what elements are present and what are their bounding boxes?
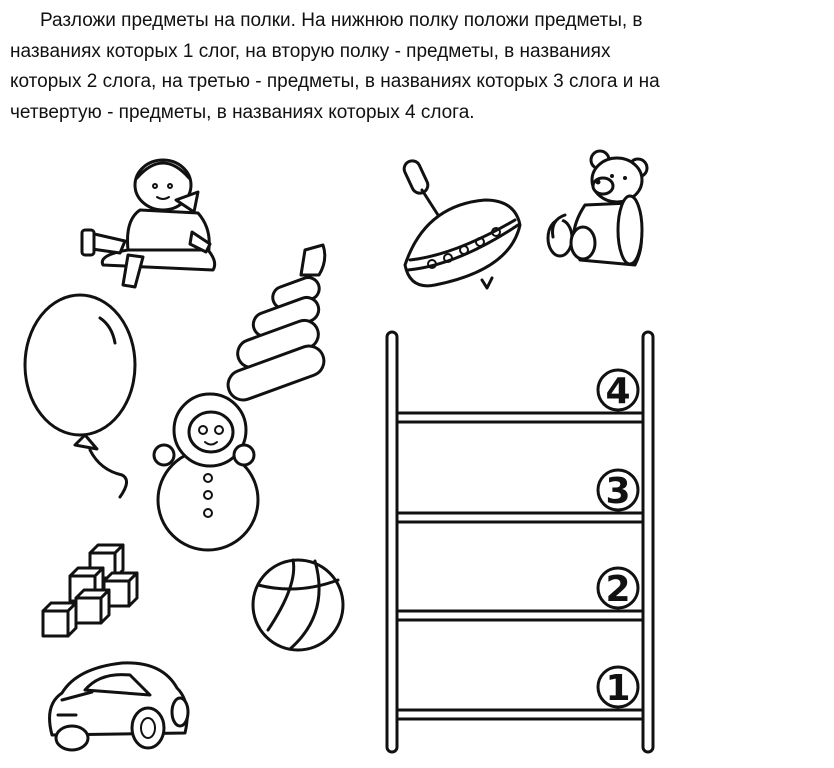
instruction-line-4: четвертую - предметы, в названиях которых 4 слога. xyxy=(10,101,475,123)
roly-poly-toy-icon xyxy=(154,394,258,550)
shelf-number-2: 2 xyxy=(605,569,631,610)
spinning-top-icon xyxy=(402,158,520,288)
instruction-line-1: Разложи предметы на полки. На нижнюю полку положи предметы, в xyxy=(40,10,643,31)
shelf-3 xyxy=(397,513,643,522)
instruction-line-2: названиях которых 1 слог, на вторую полку - предметы, в названиях xyxy=(10,40,611,62)
teddy-bear-icon xyxy=(548,151,647,265)
doll-icon xyxy=(82,160,215,287)
shelf-number-4: 4 xyxy=(605,371,631,412)
car-icon xyxy=(50,663,188,750)
shelf-1 xyxy=(397,710,643,719)
shelf-2 xyxy=(397,611,643,620)
shelf-rack xyxy=(387,332,653,752)
shelf-number-1: 1 xyxy=(605,668,631,709)
ring-pyramid-icon xyxy=(224,245,328,404)
cubes-icon xyxy=(43,545,137,636)
balloon-icon xyxy=(25,295,135,497)
shelf-number-3: 3 xyxy=(605,471,631,512)
ball-icon xyxy=(253,560,343,650)
shelf-4 xyxy=(397,413,643,422)
instruction-line-3: которых 2 слога, на третью - предметы, в названиях которых 3 слога и на xyxy=(10,71,660,92)
